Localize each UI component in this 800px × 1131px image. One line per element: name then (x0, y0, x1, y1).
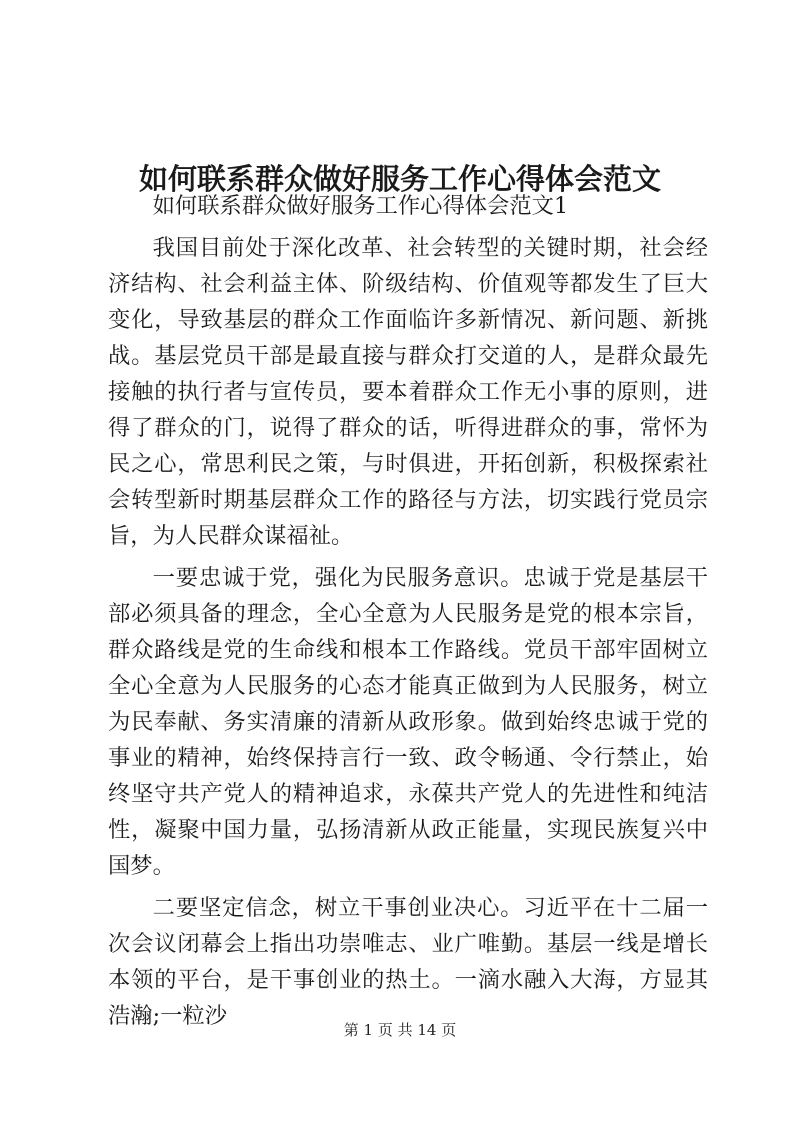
document-subtitle: 如何联系群众做好服务工作心得体会范文1 (152, 193, 569, 219)
page-number-footer: 第 1 页 共 14 页 (343, 1021, 457, 1039)
paragraph-point-two: 二要坚定信念，树立干事创业决心。习近平在十二届一次会议闭幕会上指出功崇唯志、业广唯勤。基层一线是增长本领的平台，是干事创业的热土。一滴水融入大海，方显其浩瀚;一粒沙 (108, 895, 708, 1029)
paragraph-point-one: 一要忠诚于党，强化为民服务意识。忠诚于党是基层干部必须具备的理念，全心全意为人民服务是党的根本宗旨，群众路线是党的生命线和根本工作路线。党员干部牢固树立全心全意为人民服务的心态才能真正做到为人民服务，树立为民奉献、务实清廉的清新从政形象。做到始终忠诚于党的事业的精神，始终保持言行一致、政令畅通、令行禁止，始终坚守共产党人的精神追求，永葆共产党人的先进性和纯洁性，凝聚中国力量，弘扬清新从政正能量，实现民族复兴中国梦。 (108, 565, 708, 879)
paragraph-intro: 我国目前处于深化改革、社会转型的关键时期，社会经济结构、社会利益主体、阶级结构、价值观等都发生了巨大变化，导致基层的群众工作面临许多新情况、新问题、新挑战。基层党员干部是最直接与群众打交道的人，是群众最先接触的执行者与宣传员，要本着群众工作无小事的原则，进得了群众的门，说得了群众的话，听得进群众的事，常怀为民之心，常思利民之策，与时俱进，开拓创新，积极探索社会转型新时期基层群众工作的路径与方法，切实践行党员宗旨，为人民群众谋福祉。 (108, 235, 708, 549)
document-body (108, 188, 708, 1034)
page-title: 如何联系群众做好服务工作心得体会范文 (138, 162, 661, 197)
